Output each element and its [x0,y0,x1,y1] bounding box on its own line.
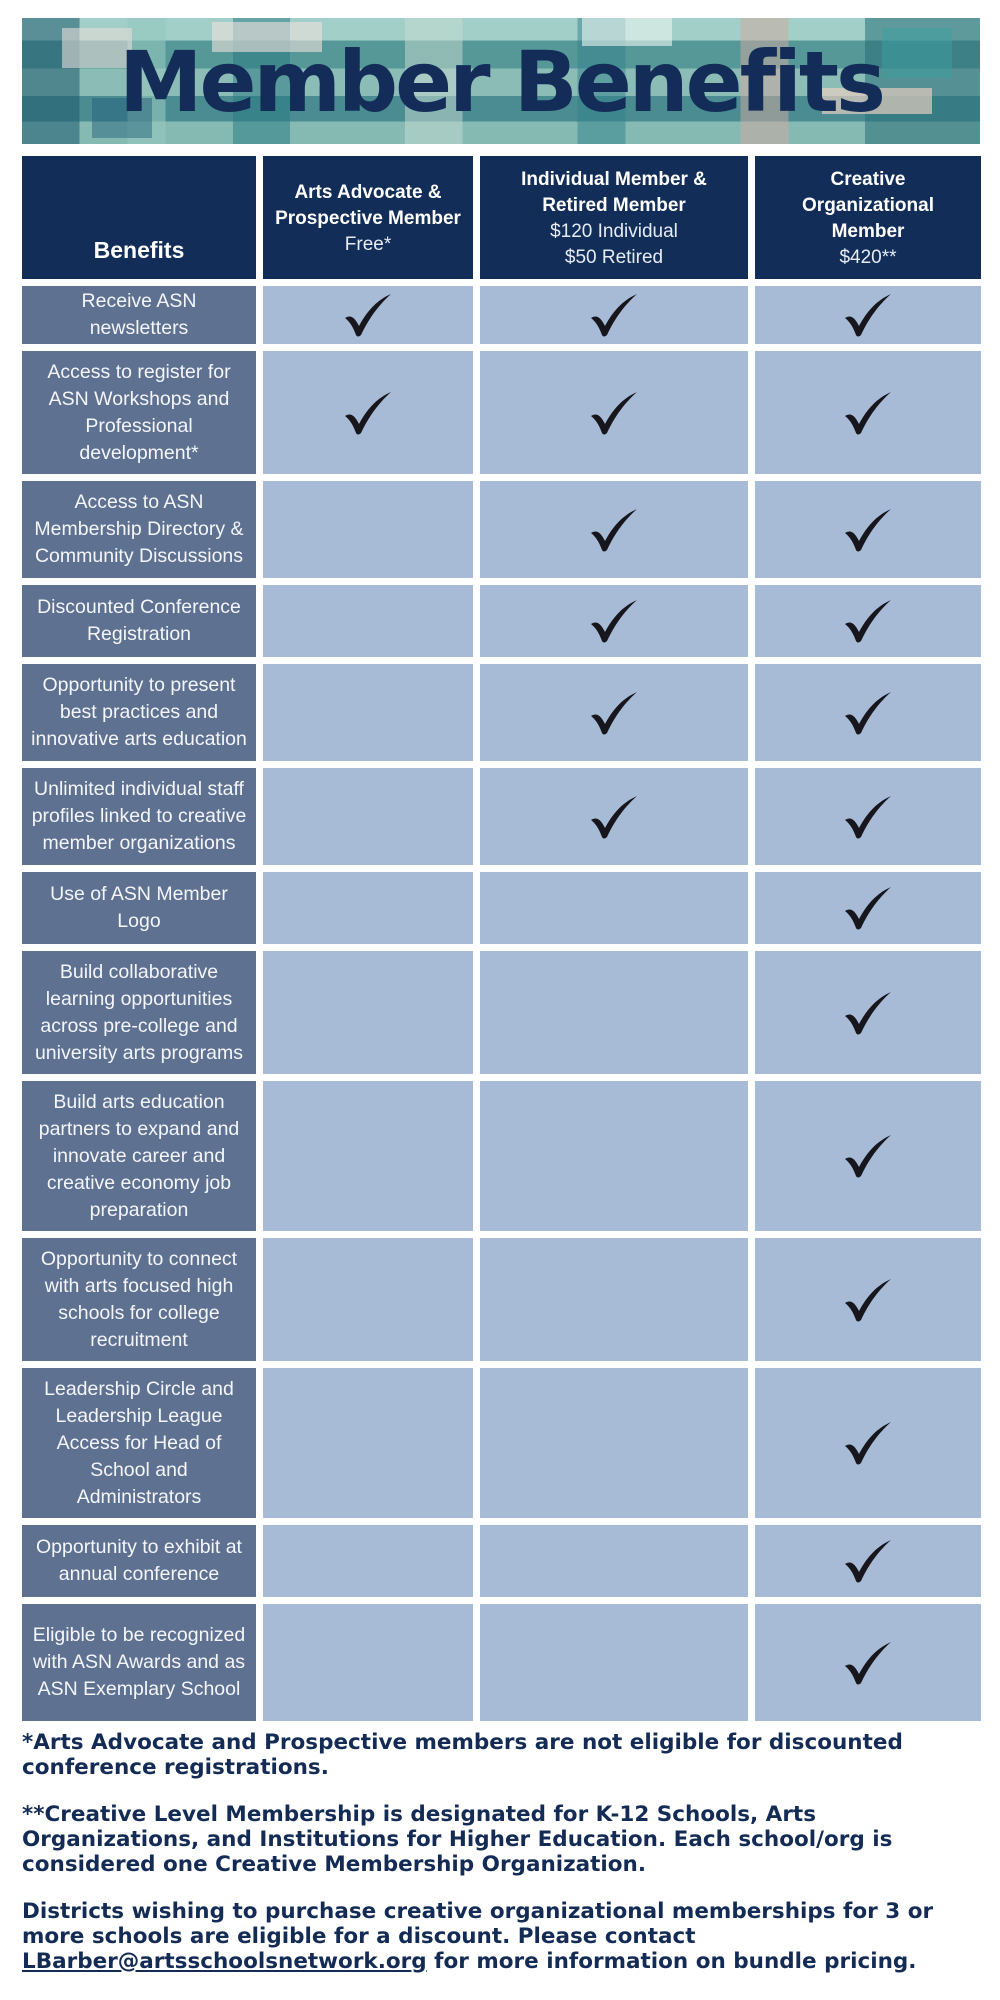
checkmark-icon [589,598,639,644]
checkmark-icon [843,292,893,338]
checkmark-icon [843,1538,893,1584]
benefit-check-cell [755,1368,981,1518]
benefit-check-cell [263,1525,473,1597]
benefit-check-cell [755,1081,981,1231]
footnote-2: **Creative Level Membership is designated for K-12 Schools, Arts Organizations, and Institutions for Higher Education. Each school/org is considered one Creative Membership Organization. [22,1802,893,1877]
checkmark-icon [843,390,893,436]
benefit-check-cell [263,351,473,474]
benefit-label: Eligible to be recognized with ASN Awards and as ASN Exemplary School [22,1604,256,1721]
benefit-label: Build arts education partners to expand and innovate career and creative economy job preparation [22,1081,256,1231]
membership-column-header [480,156,748,279]
membership-tier-price: $50 Retired [564,246,664,268]
benefit-check-cell [480,481,748,578]
benefit-check-cell [755,481,981,578]
footnote-3-text-before: Districts wishing to purchase creative organizational memberships for 3 or more schools are eligible for a discount. Please contact [22,1899,934,1949]
benefit-check-cell [263,768,473,865]
benefit-label: Build collaborative learning opportunities across pre-college and university arts programs [22,951,256,1074]
benefit-check-cell [263,872,473,944]
benefit-check-cell [263,481,473,578]
benefit-label: Use of ASN Member Logo [22,872,256,944]
membership-tier-price: $420** [839,246,897,268]
benefit-check-cell [755,585,981,657]
checkmark-icon [843,690,893,736]
benefit-check-cell [480,951,748,1074]
benefit-check-cell [263,1604,473,1721]
benefits-table [22,156,981,1721]
benefit-check-cell [755,768,981,865]
benefit-check-cell [480,585,748,657]
benefit-check-cell [263,286,473,344]
benefit-label: Access to ASN Membership Directory & Community Discussions [22,481,256,578]
benefit-check-cell [263,951,473,1074]
footnote-3-text-after: for more information on bundle pricing. [426,1949,917,1974]
checkmark-icon [589,390,639,436]
checkmark-icon [343,292,393,338]
membership-column-header [263,156,473,279]
benefits-column-header [22,156,256,279]
benefit-check-cell [480,1525,748,1597]
membership-column-header [755,156,981,279]
checkmark-icon [589,292,639,338]
membership-tier-title: Arts Advocate & Prospective Member [275,181,461,229]
benefit-check-cell [263,585,473,657]
checkmark-icon [343,390,393,436]
membership-tier-price: Free* [344,233,392,255]
benefit-check-cell [480,872,748,944]
checkmark-icon [843,1420,893,1466]
checkmark-icon [589,507,639,553]
benefit-check-cell [263,1368,473,1518]
benefit-label: Opportunity to exhibit at annual conference [22,1525,256,1597]
checkmark-icon [843,598,893,644]
benefits-header-label: Benefits [93,237,185,263]
benefit-check-cell [755,1604,981,1721]
benefit-check-cell [755,951,981,1074]
benefit-label: Receive ASN newsletters [22,286,256,344]
benefit-check-cell [480,1238,748,1361]
benefit-check-cell [755,1525,981,1597]
banner [22,18,980,144]
benefit-label: Opportunity to present best practices and innovative arts education [22,664,256,761]
benefit-check-cell [755,351,981,474]
benefit-check-cell [755,664,981,761]
checkmark-icon [843,794,893,840]
benefit-label: Opportunity to connect with arts focused high schools for college recruitment [22,1238,256,1361]
contact-email-link[interactable]: LBarber@artsschoolsnetwork.org [22,1949,427,1974]
membership-tier-title: Creative Organizational Member [802,168,934,242]
benefit-label: Leadership Circle and Leadership League Access for Head of School and Administrators [22,1368,256,1518]
checkmark-icon [843,885,893,931]
benefit-check-cell [755,872,981,944]
checkmark-icon [589,794,639,840]
benefit-label: Unlimited individual staff profiles linked to creative member organizations [22,768,256,865]
benefit-check-cell [480,664,748,761]
checkmark-icon [843,990,893,1036]
benefit-check-cell [755,286,981,344]
checkmark-icon [843,1640,893,1686]
benefit-check-cell [480,1604,748,1721]
benefit-check-cell [263,1238,473,1361]
benefit-check-cell [480,286,748,344]
checkmark-icon [843,507,893,553]
benefit-check-cell [263,1081,473,1231]
benefit-check-cell [480,768,748,865]
footnote-1: *Arts Advocate and Prospective members are not eligible for discounted conference registrations. [22,1730,903,1780]
checkmark-icon [843,1133,893,1179]
benefit-label: Discounted Conference Registration [22,585,256,657]
benefit-check-cell [480,351,748,474]
benefit-check-cell [480,1368,748,1518]
page-title: Member Benefits [118,33,884,131]
benefit-check-cell [480,1081,748,1231]
footnote-3 [22,1899,982,1974]
benefit-check-cell [755,1238,981,1361]
benefit-label: Access to register for ASN Workshops and Professional development* [22,351,256,474]
membership-tier-price: $120 Individual [550,220,678,242]
checkmark-icon [589,690,639,736]
checkmark-icon [843,1277,893,1323]
footnotes [22,1730,982,1996]
membership-tier-title: Individual Member & Retired Member [521,168,707,216]
benefit-check-cell [263,664,473,761]
